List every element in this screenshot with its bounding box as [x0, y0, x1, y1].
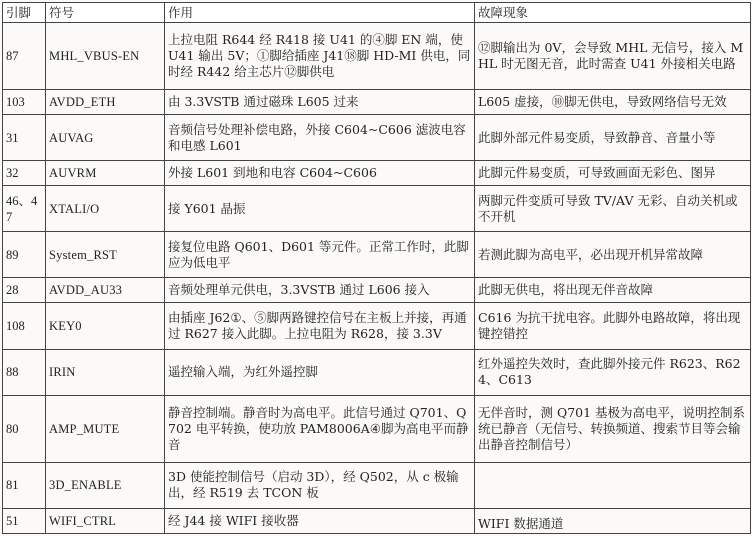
table-row — [3, 349, 751, 395]
cell-symbol: KEY0 — [46, 303, 165, 349]
cell-function: 由 3.3VSTB 通过磁珠 L605 过来 — [165, 90, 475, 115]
cell-function: 音频处理单元供电，3.3VSTB 通过 L606 接入 — [165, 278, 475, 303]
table-row — [3, 186, 751, 232]
cell-symbol: WIFI_CTRL — [46, 508, 165, 533]
cell-symbol: AMP_MUTE — [46, 395, 165, 462]
cell-pin: 87 — [3, 23, 46, 90]
cell-function: 经 J44 接 WIFI 接收器 — [165, 508, 475, 533]
cell-pin: 108 — [3, 303, 46, 349]
cell-pin: 103 — [3, 90, 46, 115]
cell-pin: 31 — [3, 115, 46, 161]
table-row — [3, 90, 751, 115]
cell-pin: 81 — [3, 462, 46, 508]
table-row — [3, 395, 751, 462]
header-symbol: 符号 — [46, 3, 165, 23]
cell-pin: 46、47 — [3, 186, 46, 232]
cell-symbol: AVDD_ETH — [46, 90, 165, 115]
cell-pin: 88 — [3, 349, 46, 395]
cell-pin: 28 — [3, 278, 46, 303]
header-pin: 引脚 — [3, 3, 46, 23]
table-header-row — [3, 3, 751, 23]
cell-fault: 无伴音时，测 Q701 基极为高电平，说明控制系统已静音（无信号、转换频道、搜索节目等会输出静音控制信号） — [475, 395, 751, 462]
cell-fault: C616 为抗干扰电容。此脚外电路故障，将出现键控错控 — [475, 303, 751, 349]
cell-function: 外接 L601 到地和电容 C604~C606 — [165, 161, 475, 186]
cell-symbol: AVDD_AU33 — [46, 278, 165, 303]
table-row — [3, 232, 751, 278]
cell-function: 上拉电阻 R644 经 R418 接 U41 的④脚 EN 端，使 U41 输出 5V；①脚给插座 J41⑱脚 HD-MI 供电，同时经 R442 给主芯片⑫脚供电 — [165, 23, 475, 90]
cell-pin: 51 — [3, 508, 46, 533]
cell-pin: 89 — [3, 232, 46, 278]
header-fault: 故障现象 — [475, 3, 751, 23]
cell-pin: 80 — [3, 395, 46, 462]
header-function: 作用 — [165, 3, 475, 23]
cell-fault: 若测此脚为高电平，必出现开机异常故障 — [475, 232, 751, 278]
table-row — [3, 303, 751, 349]
cell-function: 接 Y601 晶振 — [165, 186, 475, 232]
table-row — [3, 23, 751, 90]
cell-fault: ⑫脚输出为 0V，会导致 MHL 无信号，接入 MHL 时无图无音，此时需查 U41 外接相关电路 — [475, 23, 751, 90]
table-row — [3, 462, 751, 508]
cell-fault — [475, 462, 751, 508]
cell-symbol: 3D_ENABLE — [46, 462, 165, 508]
table-row — [3, 161, 751, 186]
table-row — [3, 115, 751, 161]
cell-function: 3D 使能控制信号（启动 3D），经 Q502，从 c 极输出，经 R519 去 TCON 板 — [165, 462, 475, 508]
cell-fault: WIFI 数据通道 — [475, 508, 751, 533]
cell-fault: 此脚无供电，将出现无伴音故障 — [475, 278, 751, 303]
table-row — [3, 508, 751, 533]
pin-function-table — [2, 2, 751, 534]
cell-fault: L605 虚接，⑩脚无供电，导致网络信号无效 — [475, 90, 751, 115]
cell-symbol: XTALI/O — [46, 186, 165, 232]
cell-function: 由插座 J62①、⑤脚两路键控信号在主板上并接，再通过 R627 接入此脚。上拉电阻为 R628，接 3.3V — [165, 303, 475, 349]
cell-function: 接复位电路 Q601、D601 等元件。正常工作时，此脚应为低电平 — [165, 232, 475, 278]
cell-function: 音频信号处理补偿电路，外接 C604~C606 滤波电容和电感 L601 — [165, 115, 475, 161]
cell-symbol: AUVAG — [46, 115, 165, 161]
cell-function: 遥控输入端，为红外遥控脚 — [165, 349, 475, 395]
cell-fault: 两脚元件变质可导致 TV/AV 无彩、自动关机或不开机 — [475, 186, 751, 232]
cell-fault: 红外遥控失效时，查此脚外接元件 R623、R624、C613 — [475, 349, 751, 395]
cell-function: 静音控制端。静音时为高电平。此信号通过 Q701、Q702 电平转换，使功放 PAM8006A④脚为高电平而静音 — [165, 395, 475, 462]
cell-symbol: MHL_VBUS-EN — [46, 23, 165, 90]
cell-fault: 此脚元件易变质，可导致画面无彩色、图异 — [475, 161, 751, 186]
cell-symbol: IRIN — [46, 349, 165, 395]
cell-fault: 此脚外部元件易变质，导致静音、音量小等 — [475, 115, 751, 161]
cell-symbol: AUVRM — [46, 161, 165, 186]
table-row — [3, 278, 751, 303]
cell-pin: 32 — [3, 161, 46, 186]
cell-symbol: System_RST — [46, 232, 165, 278]
